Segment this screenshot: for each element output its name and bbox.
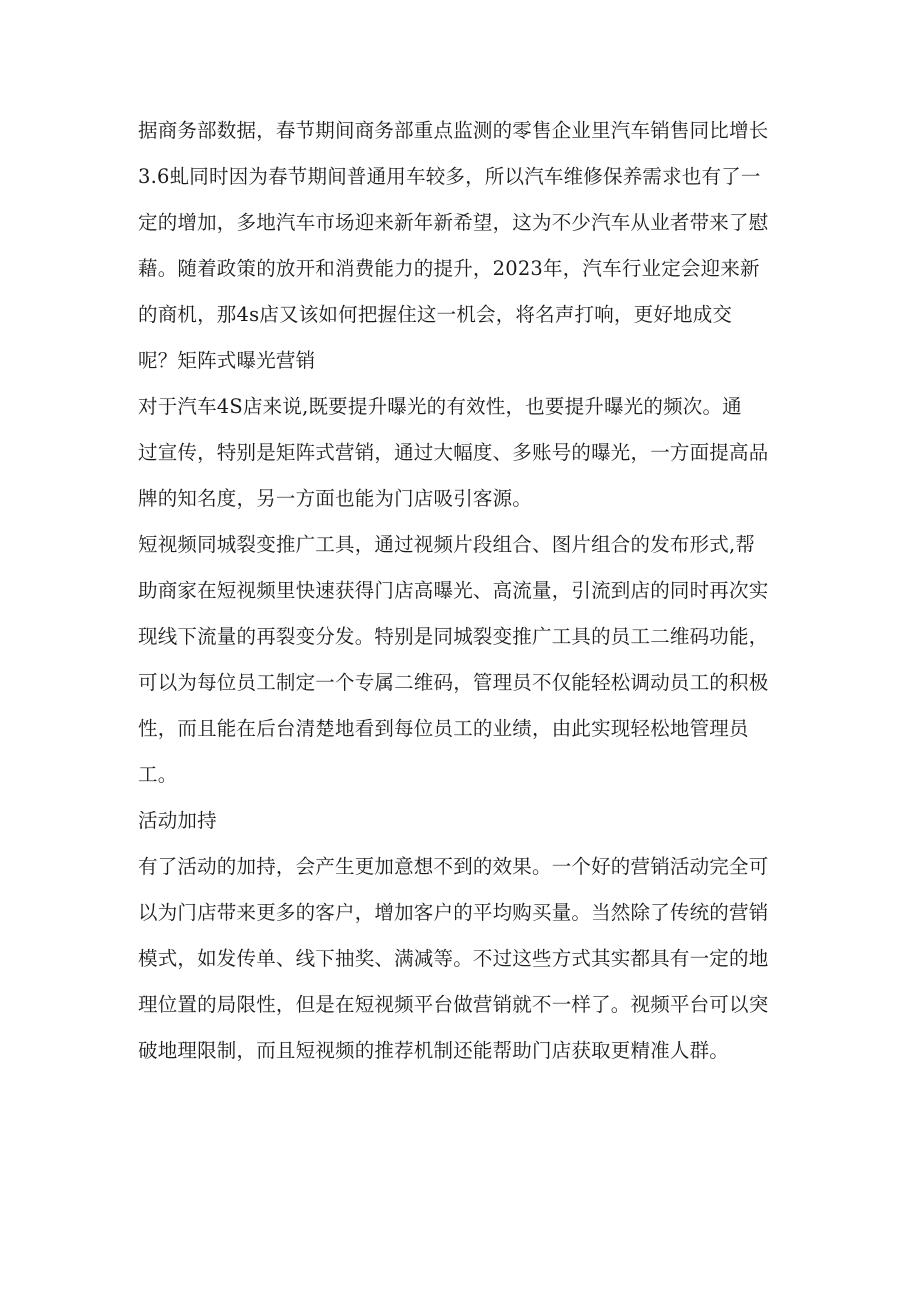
section-heading: 活动加持 — [138, 809, 217, 832]
text-line: 以为门店带来更多的客户，增加客户的平均购买量。当然除了传统的营销 — [138, 901, 769, 924]
text-line: 短视频同城裂变推广工具，通过视频片段组合、图片组合的发布形式,帮 — [138, 533, 756, 556]
text-line: 工。 — [138, 763, 178, 786]
text-line: 有了活动的加持，会产生更加意想不到的效果。一个好的营销活动完全可 — [138, 855, 769, 878]
text-line: 的商机，那4s店又该如何把握住这一机会，将名声打响，更好地成交 — [138, 303, 733, 326]
text-line: 现线下流量的再裂变分发。特别是同城裂变推广工具的员工二维码功能， — [138, 625, 769, 648]
text-line: 理位置的局限性，但是在短视频平台做营销就不一样了。视频平台可以突 — [138, 993, 769, 1016]
text-line: 牌的知名度，另一方面也能为门店吸引客源。 — [138, 487, 533, 510]
text-line: 过宣传，特别是矩阵式营销，通过大幅度、多账号的曝光，一方面提高品 — [138, 441, 769, 464]
text-line: 模式，如发传单、线下抽奖、满减等。不过这些方式其实都具有一定的地 — [138, 947, 769, 970]
text-line: 3.6虬同时因为春节期间普通用车较多，所以汽车维修保养需求也有了一 — [138, 165, 761, 188]
text-line: 破地理限制，而且短视频的推荐机制还能帮助门店获取更精准人群。 — [138, 1039, 730, 1062]
text-line: 可以为每位员工制定一个专属二维码，管理员不仅能轻松调动员工的积极 — [138, 671, 769, 694]
text-line: 据商务部数据，春节期间商务部重点监测的零售企业里汽车销售同比增长 — [138, 119, 769, 142]
text-line: 对于汽车4S店来说,既要提升曝光的有效性，也要提升曝光的频次。通 — [138, 395, 742, 418]
text-line: 定的增加，多地汽车市场迎来新年新希望，这为不少汽车从业者带来了慰 — [138, 211, 769, 234]
text-line: 藉。随着政策的放开和消费能力的提升，2023年，汽车行业定会迎来新 — [138, 257, 760, 280]
section-heading: 呢？矩阵式曝光营销 — [138, 349, 316, 372]
text-line: 性，而且能在后台清楚地看到每位员工的业绩，由此实现轻松地管理员 — [138, 717, 749, 740]
text-line: 助商家在短视频里快速获得门店高曝光、高流量，引流到店的同时再次实 — [138, 579, 769, 602]
